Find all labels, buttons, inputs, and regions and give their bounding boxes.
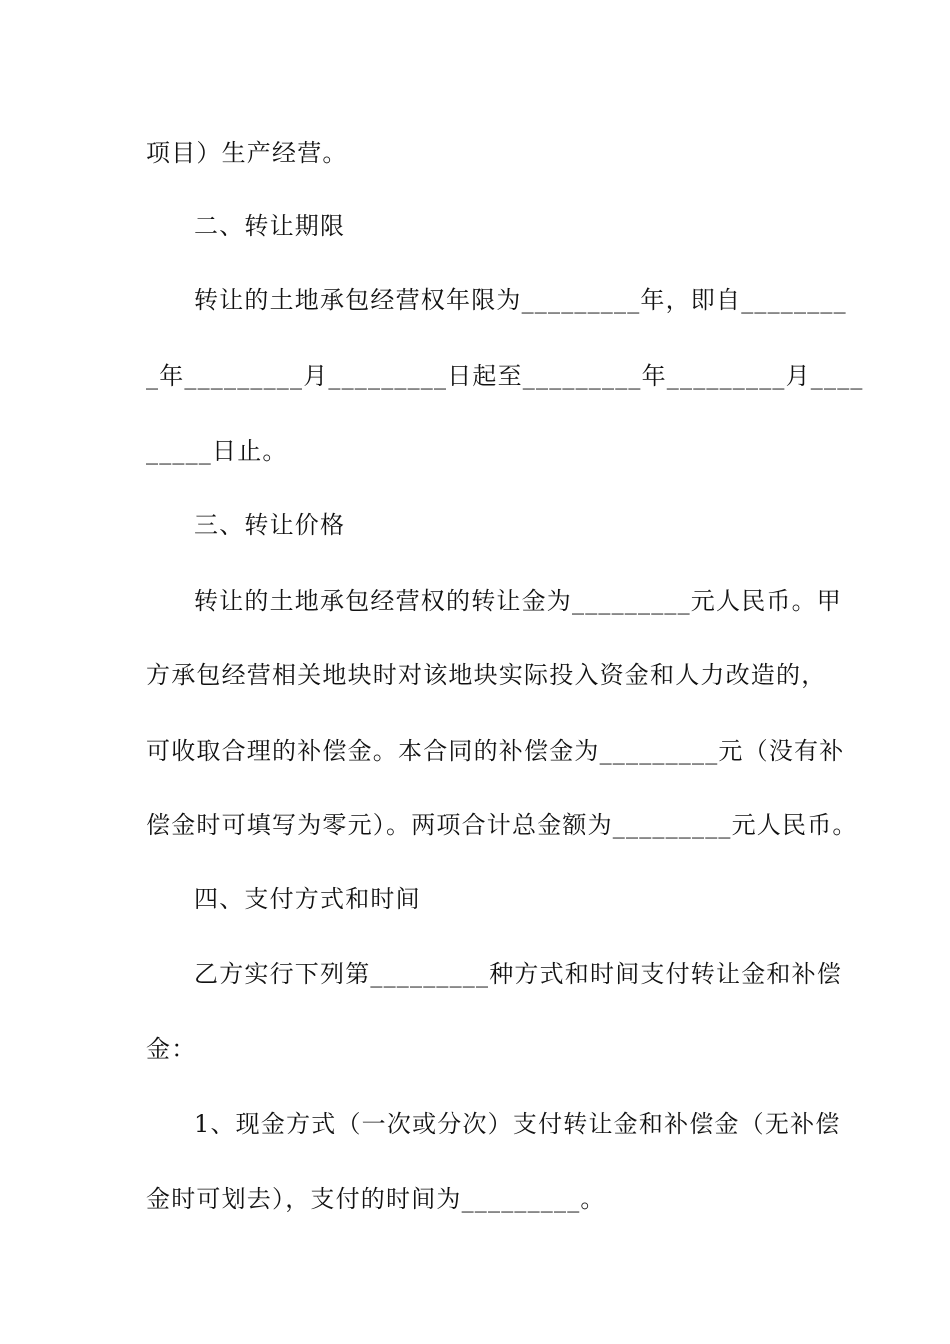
paragraph-line: 偿金时可填写为零元）。两项合计总金额为_________元人民币。 (146, 811, 858, 839)
paragraph-line: _____日止。 (146, 437, 288, 465)
paragraph-line: 1、现金方式（一次或分次）支付转让金和补偿金（无补偿 (194, 1110, 841, 1138)
paragraph-line: _年_________月_________日起至_________年_________月____ (146, 362, 864, 390)
section-heading-payment: 四、支付方式和时间 (194, 885, 421, 913)
paragraph-line: 金时可划去），支付的时间为_________。 (146, 1185, 606, 1213)
paragraph-line: 金： (146, 1035, 197, 1063)
paragraph-line: 方承包经营相关地块时对该地块实际投入资金和人力改造的， (146, 661, 827, 689)
section-heading-transfer-price: 三、转让价格 (194, 511, 346, 539)
paragraph-line: 转让的土地承包经营权年限为_________年，即自________ (194, 286, 847, 314)
paragraph-line: 转让的土地承包经营权的转让金为_________元人民币。甲 (194, 587, 842, 615)
paragraph-continuation: 项目）生产经营。 (146, 139, 348, 167)
paragraph-line: 可收取合理的补偿金。本合同的补偿金为_________元（没有补 (146, 737, 845, 765)
section-heading-transfer-period: 二、转让期限 (194, 212, 346, 240)
paragraph-line: 乙方实行下列第_________种方式和时间支付转让金和补偿 (194, 960, 842, 988)
